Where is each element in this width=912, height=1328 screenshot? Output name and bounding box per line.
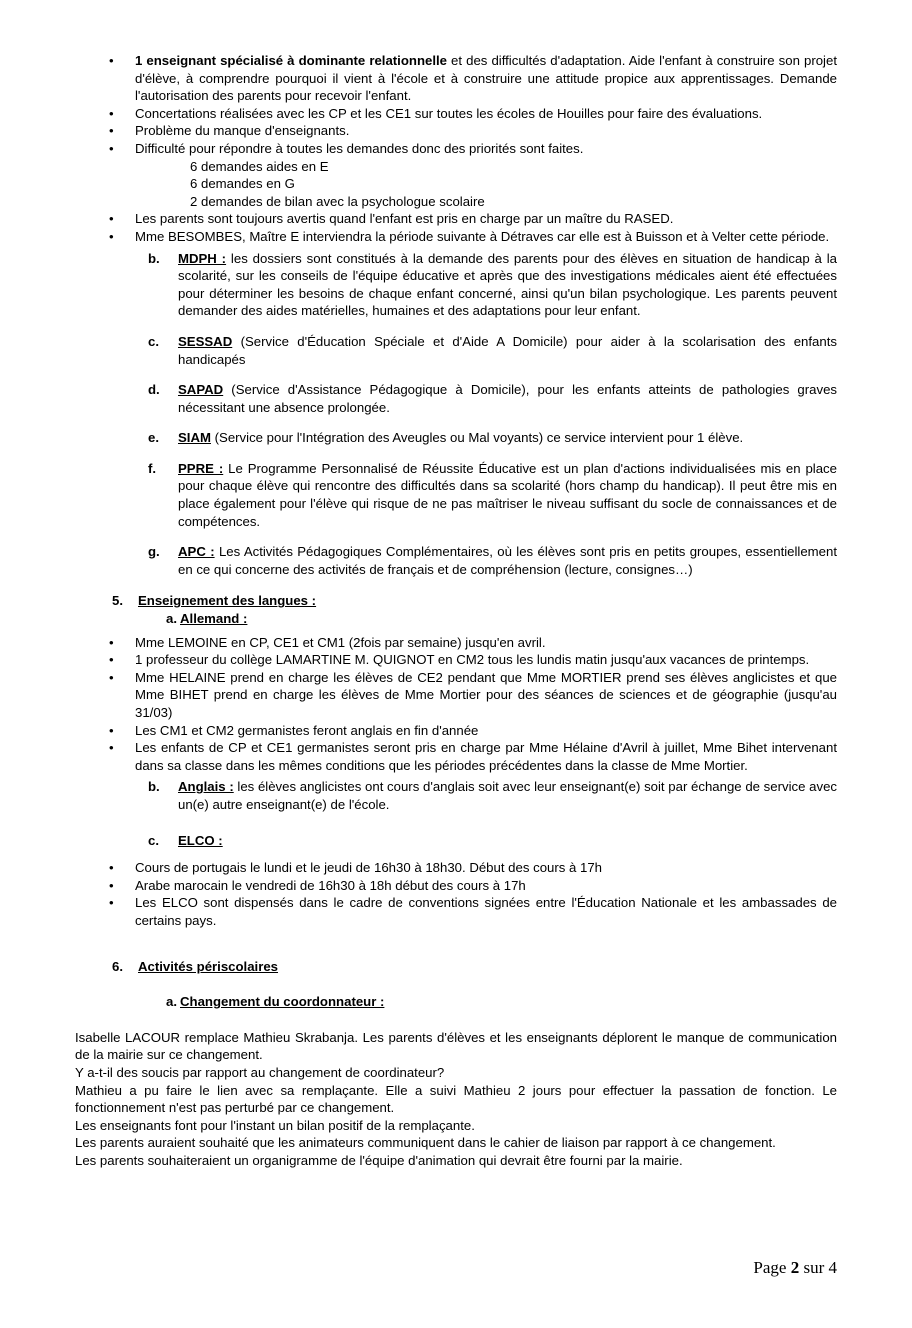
section-number: 6.	[112, 958, 123, 974]
list-item	[75, 877, 837, 895]
emphasis-text: 1 enseignant spécialisé à dominante relationnelle	[135, 53, 447, 68]
bullet-glyph: •	[109, 140, 114, 156]
bullet-glyph: •	[109, 669, 114, 685]
section-number: 5.	[112, 593, 123, 609]
lettered-item-text	[178, 460, 837, 530]
item-marker: b.	[148, 779, 160, 795]
list-item	[75, 122, 837, 140]
list-item-text: Difficulté pour répondre à toutes les demandes donc des priorités sont faites.	[135, 140, 584, 156]
lettered-item-elco	[75, 832, 837, 850]
footer-page-number: 2	[790, 1258, 800, 1277]
list-item-text: Cours de portugais le lundi et le jeudi de 16h30 à 18h30. Début des cours à 17h	[135, 860, 603, 876]
list-item-text: Les CM1 et CM2 germanistes feront anglais en fin d'année	[135, 722, 479, 738]
lettered-item-text	[178, 381, 837, 416]
term-label: APC :	[178, 544, 215, 560]
bullet-glyph: •	[109, 895, 114, 911]
term-description: les élèves anglicistes ont cours d'anglais soit avec leur enseignant(e) soit par échange de service avec un(e) autre enseignant(e) de l'école.	[178, 779, 837, 812]
item-marker: g.	[148, 544, 160, 560]
paragraph: Isabelle LACOUR remplace Mathieu Skrabanja. Les parents d'élèves et les enseignants déplorent le manque de communication de la mairie sur ce changement.	[75, 1029, 837, 1063]
footer-prefix: Page	[753, 1258, 791, 1277]
bullet-glyph: •	[109, 652, 114, 668]
lettered-item-ppre	[75, 460, 837, 530]
bullet-glyph: •	[109, 634, 114, 650]
page-content	[75, 52, 837, 1169]
term-label: Anglais :	[178, 779, 234, 795]
term-label: PPRE :	[178, 460, 224, 476]
list-item	[75, 210, 837, 228]
page-footer	[75, 1258, 837, 1278]
item-marker: d.	[148, 382, 160, 398]
lettered-item-text	[178, 250, 837, 320]
paragraph: Les enseignants font pour l'instant un bilan positif de la remplaçante.	[75, 1117, 475, 1133]
lettered-item-siam	[75, 429, 837, 447]
bullet-glyph: •	[109, 860, 114, 876]
list-item-text: Les enfants de CP et CE1 germanistes seront pris en charge par Mme Hélaine d'Avril à juillet, Mme Bihet intervenant dans sa classe dans les mêmes conditions que les périodes précédentes dans la classe de Mme Mortier.	[135, 740, 837, 773]
term-label: MDPH :	[178, 250, 227, 266]
term-description: (Service d'Éducation Spéciale et d'Aide A Domicile) pour aider à la scolarisation des enfants handicapés	[178, 333, 837, 367]
list-item-text: Les ELCO sont dispensés dans le cadre de conventions signées entre l'Éducation Nationale et les ambassades de certains pays.	[135, 895, 837, 928]
sub-detail-line: 6 demandes en G	[190, 176, 295, 192]
term-description: Les Activités Pédagogiques Complémentaires, où les élèves sont pris en petits groupes, essentiellement en ce qui concerne des activités de français et de compréhension (lecture, consignes…)	[178, 544, 838, 577]
bullet-glyph: •	[109, 53, 114, 68]
section-heading-6	[75, 958, 837, 976]
term-description: Le Programme Personnalisé de Réussite Éducative est un plan d'actions individualisées mis en place pour chaque élève qui rencontre des difficultés dans sa scolarité (hors champ du handicap). Il peut être mis en place également pour l'élève qui risque de ne pas maîtriser le niveau suffisant du socle de connaissances et de compétences.	[178, 460, 837, 529]
paragraph: Y a-t-il des soucis par rapport au changement de coordinateur?	[75, 1064, 445, 1080]
term-label: SAPAD	[178, 382, 224, 398]
lettered-item-text	[178, 543, 837, 578]
list-item	[75, 140, 837, 158]
lettered-item-text	[178, 832, 837, 850]
list-item-text: Mme BESOMBES, Maître E interviendra la période suivante à Détraves car elle est à Buisson et à Velter cette période.	[135, 228, 830, 244]
term-label: SIAM	[178, 430, 211, 446]
bullet-glyph: •	[109, 877, 114, 893]
list-item	[75, 722, 837, 740]
paragraph: Mathieu a pu faire le lien avec sa remplaçante. Elle a suivi Mathieu 2 jours pour effectuer la passation de fonction. Le fonctionnement n'est pas perturbé par ce changement.	[75, 1082, 837, 1116]
list-item	[75, 894, 837, 929]
subsection-title: Changement du coordonnateur :	[180, 994, 385, 1010]
lettered-item-sessad	[75, 333, 837, 368]
item-marker: b.	[148, 250, 160, 266]
list-item-text: 1 professeur du collège LAMARTINE M. QUIGNOT en CM2 tous les lundis matin jusqu'aux vacances de printemps.	[135, 652, 810, 668]
list-item	[75, 651, 837, 669]
lettered-item-text	[178, 778, 837, 813]
sub-detail-line: 2 demandes de bilan avec la psychologue scolaire	[190, 193, 485, 209]
list-item-text	[135, 52, 837, 105]
footer-suffix: sur 4	[799, 1258, 837, 1277]
bullet-glyph: •	[109, 740, 114, 756]
lettered-item-text	[178, 333, 837, 368]
list-item-text: Concertations réalisées avec les CP et les CE1 sur toutes les écoles de Houilles pour faire des évaluations.	[135, 105, 763, 121]
item-marker: f.	[148, 460, 157, 476]
lettered-item-apc	[75, 543, 837, 578]
list-item	[75, 228, 837, 246]
list-item-text: Mme HELAINE prend en charge les élèves de CE2 pendant que Mme MORTIER prend ses élèves anglicistes et que Mme BIHET prend en charge les élèves de Mme Mortier pour des séances de sciences et de géographie (jusqu'au 31/03)	[135, 669, 837, 720]
list-item	[75, 52, 837, 105]
list-item-text: Problème du manque d'enseignants.	[135, 123, 350, 139]
bullet-glyph: •	[109, 228, 114, 244]
bullet-glyph: •	[109, 123, 114, 139]
item-marker: e.	[148, 430, 159, 446]
bullet-glyph: •	[109, 211, 114, 227]
bullet-glyph: •	[109, 722, 114, 738]
list-item	[75, 859, 837, 877]
list-item-text: Arabe marocain le vendredi de 16h30 à 18h début des cours à 17h	[135, 877, 526, 893]
list-item	[75, 669, 837, 722]
term-label: ELCO :	[178, 832, 223, 848]
section-title: Activités périscolaires	[138, 958, 279, 974]
term-label: SESSAD	[178, 333, 233, 349]
lettered-item-text	[178, 429, 837, 447]
term-description: les dossiers sont constitués à la demande des parents pour des élèves en situation de handicap à la scolarité, sur les conseils de l'équipe éducative et après que des investigations médicales aient été effectuées pour déterminer les besoins de chaque enfant concerné, ainsi qu'un bilan psychologique. Les parents peuvent demander des aides matérielles, humaines et des adaptations pour leur enfant.	[178, 250, 837, 319]
sub-detail-line: 6 demandes aides en E	[190, 158, 329, 174]
term-description: (Service d'Assistance Pédagogique à Domicile), pour les enfants atteints de pathologies graves nécessitant une absence prolongée.	[178, 382, 837, 415]
section-title: Enseignement des langues :	[138, 593, 317, 609]
subsection-marker: a.	[166, 611, 177, 627]
list-item-continuation: et des difficultés d'adaptation. Aide l'enfant à construire son projet d'élève, à comprendre pourquoi il vient à l'école et à construire une attitude propice aux apprentissages. Demande l'autorisation des parents pour recevoir l'enfant.	[135, 53, 837, 104]
term-description: (Service pour l'Intégration des Aveugles ou Mal voyants) ce service intervient pour 1 élève.	[210, 430, 744, 446]
lettered-item-sapad	[75, 381, 837, 416]
item-marker: c.	[148, 832, 159, 848]
subsection-marker: a.	[166, 994, 177, 1010]
subsection-title: Allemand :	[180, 611, 248, 627]
list-item	[75, 634, 837, 652]
list-item	[75, 105, 837, 123]
paragraph: Les parents auraient souhaité que les animateurs communiquent dans le cahier de liaison par rapport à ce changement.	[75, 1135, 776, 1151]
paragraph: Les parents souhaiteraient un organigramme de l'équipe d'animation qui devrait être fourni par la mairie.	[75, 1152, 683, 1168]
list-item-text: Les parents sont toujours avertis quand l'enfant est pris en charge par un maître du RASED.	[135, 211, 674, 227]
bullet-glyph: •	[109, 105, 114, 121]
list-item-text: Mme LEMOINE en CP, CE1 et CM1 (2fois par semaine) jusqu'en avril.	[135, 634, 546, 650]
lettered-item-mdph	[75, 250, 837, 320]
subsection-heading-coordonnateur	[75, 993, 837, 1011]
item-marker: c.	[148, 333, 159, 349]
list-item	[75, 739, 837, 774]
lettered-item-anglais	[75, 778, 837, 813]
section-heading-5	[75, 592, 837, 610]
subsection-heading-allemand	[75, 610, 837, 628]
